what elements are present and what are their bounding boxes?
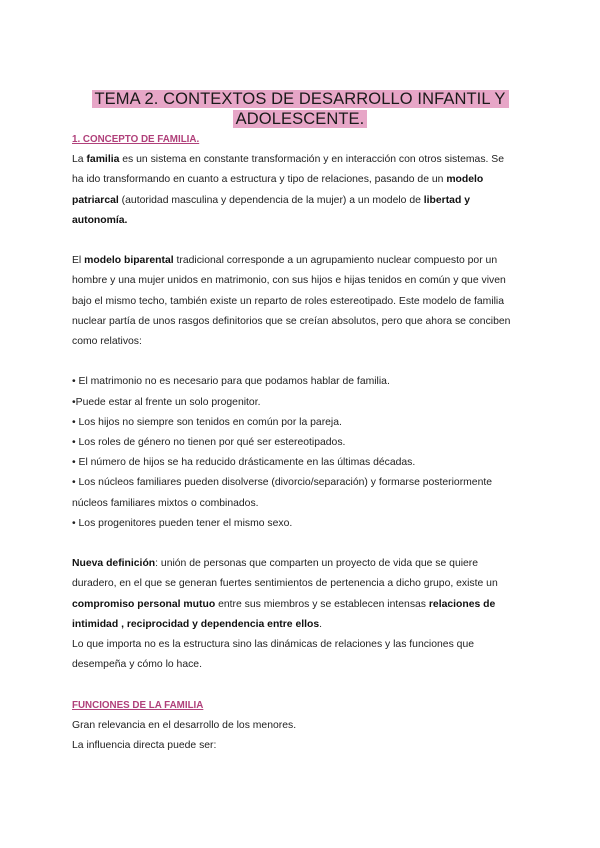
text-run: El — [72, 255, 85, 267]
text-run: La — [72, 154, 87, 166]
section-heading-funciones: FUNCIONES DE LA FAMILIA — [72, 699, 204, 711]
text-run: tradicional corresponde a un agrupamiento nuclear compuesto por un hombre y una mujer unidos en matrimonio, con sus hijos e hijas tenidos en común y que viven bajo el mismo techo, también existe un reparto de roles estereotipado. Este modelo de familia nuclear partía de unos rasgos definitorios que se creían absolutos, pero que ahora se conciben como relativos: — [72, 255, 511, 348]
text-run: . — [319, 618, 323, 630]
bold-term: libertad y autonomía. — [72, 194, 470, 226]
text-run: : unión de personas que comparten un proyecto de vida que se quiere duradero, en el que se generan fuertes sentimientos de pertenencia a dicho grupo, existe un — [72, 558, 498, 590]
title-line-2: ADOLESCENTE. — [233, 110, 368, 128]
list-item: • El matrimonio no es necesario para que podamos hablar de familia. — [72, 376, 390, 388]
list-item: • Los núcleos familiares pueden disolverse (divorcio/separación) y formarse posteriormente núcleos familiares mixtos o combinados. — [72, 477, 493, 509]
paragraph-importancia: Lo que importa no es la estructura sino las dinámicas de relaciones y las funciones que desempeña y cómo lo hace. — [72, 639, 474, 671]
text-run: (autoridad masculina y dependencia de la mujer) a un modelo de — [118, 194, 424, 206]
text-run: es un sistema en constante transformación y en interacción con otros sistemas. Se ha ido transformando en cuanto a estructura y tipo de relaciones, pasando de un — [72, 154, 505, 186]
bold-term: familia — [86, 154, 120, 166]
bold-term: relaciones de intimidad , reciprocidad y dependencia entre ellos — [72, 598, 496, 630]
paragraph-modelo-biparental — [72, 251, 512, 352]
list-item: • Los roles de género no tienen por qué ser estereotipados. — [72, 437, 346, 449]
list-item: • El número de hijos se ha reducido drásticamente en las últimas décadas. — [72, 457, 416, 469]
paragraph-familia — [72, 150, 512, 231]
text-run: entre sus miembros y se establecen intensas — [215, 598, 429, 610]
document-body — [72, 130, 512, 756]
paragraph-nueva-definicion — [72, 554, 512, 635]
section-heading-concepto: 1. CONCEPTO DE FAMILIA. — [72, 134, 200, 145]
list-item: • Los hijos no siempre son tenidos en común por la pareja. — [72, 416, 342, 428]
bold-term: modelo patriarcal — [72, 174, 484, 206]
bold-term: modelo biparental — [84, 255, 174, 267]
list-item: •Puede estar al frente un solo progenitor. — [72, 396, 261, 408]
bullet-list — [72, 372, 512, 534]
page-title — [60, 90, 540, 129]
bold-term: Nueva definición — [72, 558, 156, 570]
list-item: • Los progenitores pueden tener el mismo sexo. — [72, 517, 293, 529]
bold-term: compromiso personal mutuo — [72, 598, 216, 610]
title-line-1: TEMA 2. CONTEXTOS DE DESARROLLO INFANTIL Y — [92, 90, 509, 108]
paragraph-line: Gran relevancia en el desarrollo de los menores. — [72, 719, 297, 731]
paragraph-line: La influencia directa puede ser: — [72, 740, 217, 752]
